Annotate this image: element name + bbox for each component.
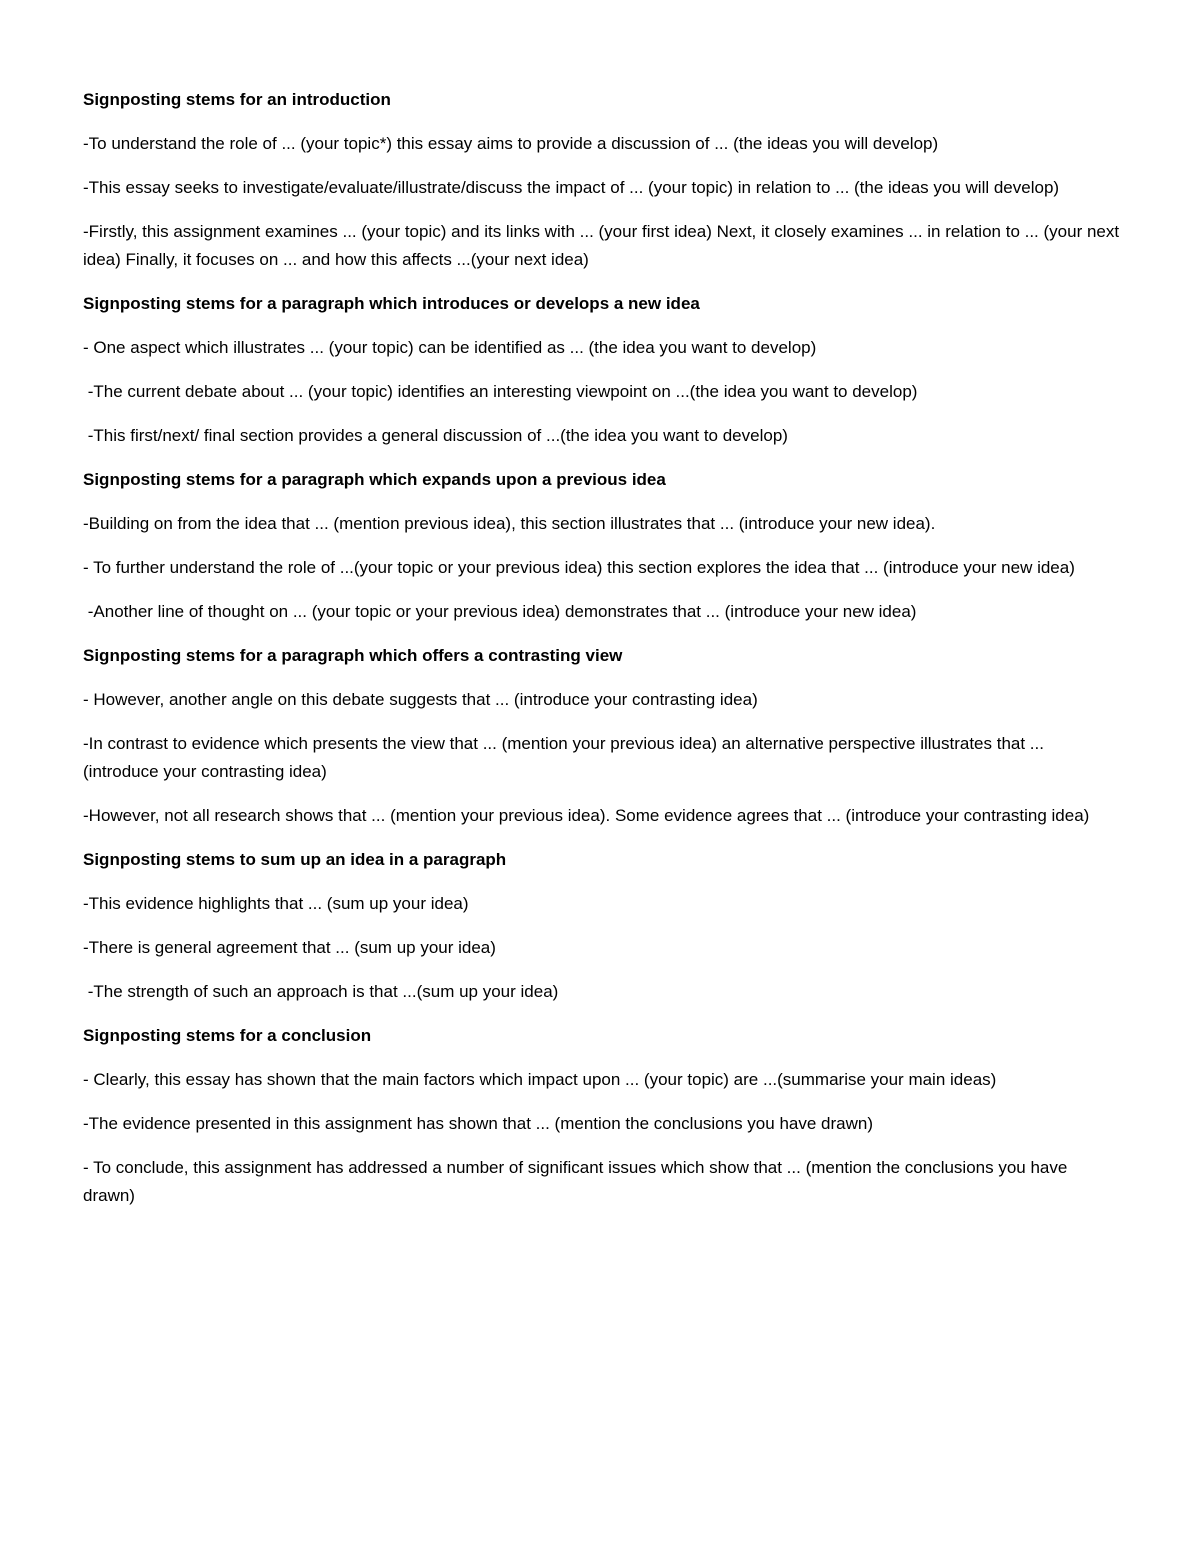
stem-line: -There is general agreement that ... (sum up your idea): [83, 938, 496, 957]
stem-line: -The evidence presented in this assignment has shown that ... (mention the conclusions you have drawn): [83, 1114, 873, 1133]
section-heading-introduction: Signposting stems for an introduction: [83, 90, 391, 109]
stem-line: -In contrast to evidence which presents the view that ... (mention your previous idea) an alternative perspective illustrates that ... (introduce your contrasting idea): [83, 734, 1049, 781]
stem-line: - Clearly, this essay has shown that the main factors which impact upon ... (your topic) are ...(summarise your main ideas): [83, 1070, 997, 1089]
stem-line: -This essay seeks to investigate/evaluate/illustrate/discuss the impact of ... (your topic) in relation to ... (the ideas you will develop): [83, 178, 1060, 197]
stem-line: -This first/next/ final section provides a general discussion of ...(the idea you want to develop): [83, 426, 788, 445]
stem-line: - However, another angle on this debate suggests that ... (introduce your contrasting idea): [83, 690, 758, 709]
stem-line: -This evidence highlights that ... (sum up your idea): [83, 894, 469, 913]
stem-line: -However, not all research shows that ... (mention your previous idea). Some evidence agrees that ... (introduce your contrasting idea): [83, 806, 1090, 825]
stem-line: -To understand the role of ... (your topic*) this essay aims to provide a discussion of ... (the ideas you will develop): [83, 134, 939, 153]
stem-line: - To further understand the role of ...(your topic or your previous idea) this section explores the idea that ... (introduce your new idea): [83, 558, 1075, 577]
stem-line: -The current debate about ... (your topic) identifies an interesting viewpoint on ...(the idea you want to develop): [83, 382, 918, 401]
section-heading-contrasting-view: Signposting stems for a paragraph which offers a contrasting view: [83, 646, 623, 665]
stem-line: -Building on from the idea that ... (mention previous idea), this section illustrates that ... (introduce your new idea).: [83, 514, 936, 533]
stem-line: -Firstly, this assignment examines ... (your topic) and its links with ... (your first idea) Next, it closely examines ... in relation to ... (your next idea) Finally, it focuses on ... and how this affects ...(your next idea): [83, 222, 1124, 269]
stem-line: - One aspect which illustrates ... (your topic) can be identified as ... (the idea you want to develop): [83, 338, 817, 357]
section-heading-new-idea: Signposting stems for a paragraph which introduces or develops a new idea: [83, 294, 700, 313]
stem-line: -Another line of thought on ... (your topic or your previous idea) demonstrates that ... (introduce your new idea): [83, 602, 917, 621]
section-heading-sum-up: Signposting stems to sum up an idea in a paragraph: [83, 850, 507, 869]
section-heading-expands-idea: Signposting stems for a paragraph which expands upon a previous idea: [83, 470, 666, 489]
document-page: [83, 86, 1123, 1210]
stem-line: -The strength of such an approach is that ...(sum up your idea): [83, 982, 559, 1001]
section-heading-conclusion: Signposting stems for a conclusion: [83, 1026, 372, 1045]
stem-line: - To conclude, this assignment has addressed a number of significant issues which show that ... (mention the conclusions you have drawn): [83, 1158, 1073, 1205]
